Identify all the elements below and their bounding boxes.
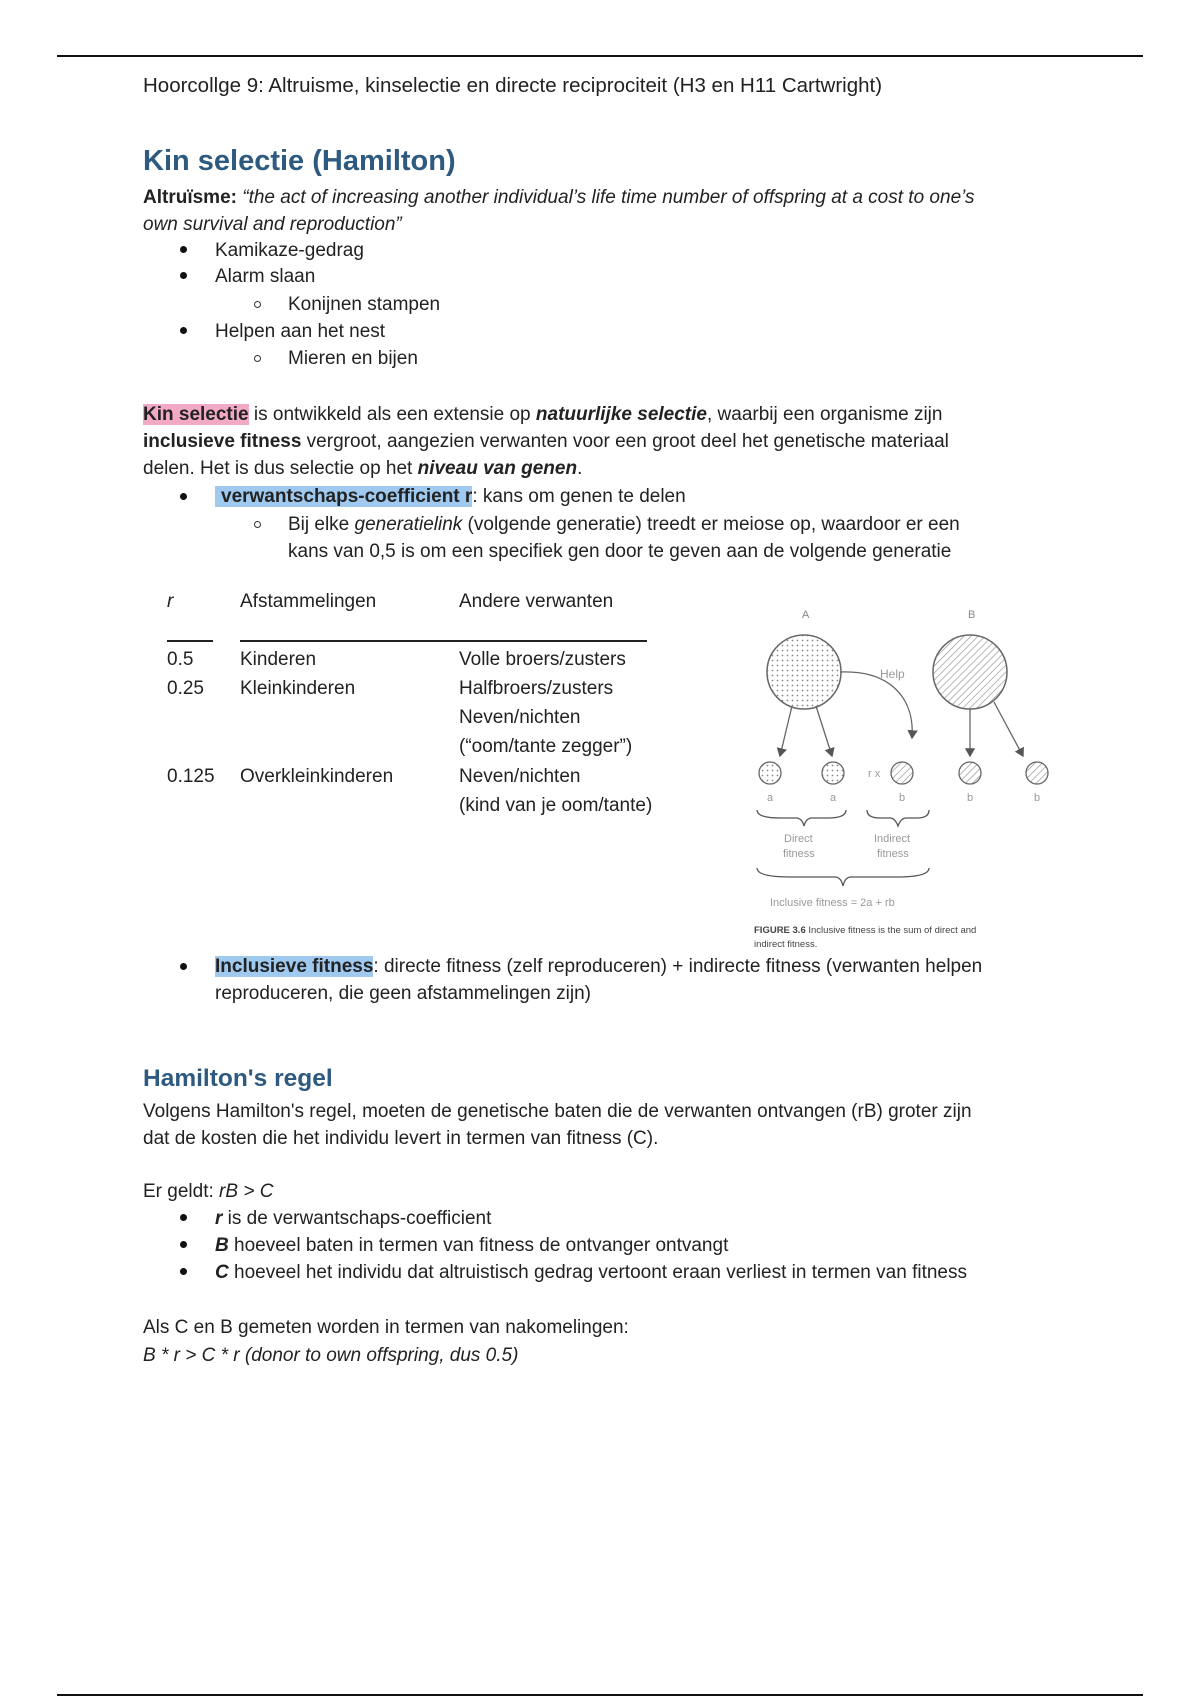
kin-selection-term: Kin selectie xyxy=(143,404,249,425)
footer-rule xyxy=(57,1694,1143,1696)
offspring-measure-line: Als C en B gemeten worden in termen van nakomelingen: xyxy=(143,1317,629,1338)
table-underline xyxy=(167,640,213,642)
offspring-b-circle xyxy=(891,762,913,784)
list-item: B hoeveel baten in termen van fitness de ontvanger ontvangt xyxy=(215,1235,729,1256)
hamilton-paragraph: Volgens Hamilton's regel, moeten de genetische baten die de verwanten ontvangen (rB) groter zijn dat de kosten die het individu levert in termen van fitness (C). xyxy=(143,1101,972,1149)
bullet-dot xyxy=(180,246,187,253)
section-heading-hamilton-rule: Hamilton's regel xyxy=(143,1065,333,1092)
altruism-label: Altruïsme: xyxy=(143,187,237,208)
inclusive-fitness-term: Inclusieve fitness xyxy=(215,956,374,977)
inclusive-fitness-bullet: Inclusieve fitness: directe fitness (zelf reproduceren) + indirecte fitness (verwanten helpen reproduceren, die geen afstammelingen zijn) xyxy=(215,956,983,1004)
inclusive-formula: Inclusive fitness = 2a + rb xyxy=(770,897,895,909)
help-arrow xyxy=(840,672,912,738)
sub-bullet-circle xyxy=(254,301,261,308)
altruism-quote-line1: “the act of increasing another individual’s life time number of offspring at a cost to one’s xyxy=(242,187,975,208)
relatedness-term: verwantschaps-coefficient r xyxy=(215,486,472,507)
table-header-other-relatives: Andere verwanten xyxy=(459,591,614,612)
section-heading-kin-selection: Kin selectie (Hamilton) xyxy=(143,145,456,177)
arrow-b-child xyxy=(994,702,1023,756)
list-item: Kamikaze-gedrag xyxy=(215,240,364,261)
hamilton-rule-line: Er geldt: rB > C xyxy=(143,1181,274,1202)
individual-a-circle xyxy=(767,635,841,709)
figure-caption-line2: indirect fitness. xyxy=(754,939,818,950)
meiosis-note: Bij elke generatielink (volgende generatie) treedt er meiose op, waardoor er een kans van 0,5 is om een specifiek gen door te geven aan de volgende generatie xyxy=(288,514,960,562)
altruism-quote-line2: own survival and reproduction” xyxy=(143,214,402,235)
bullet-dot xyxy=(180,493,187,500)
child-label: a xyxy=(830,792,837,804)
list-item: Alarm slaan xyxy=(215,266,316,287)
table-cell-r: 0.25 xyxy=(167,678,204,699)
table-cell-other: Neven/nichten xyxy=(459,707,581,728)
list-item: Konijnen stampen xyxy=(288,294,441,315)
table-header-descendants: Afstammelingen xyxy=(240,591,377,612)
table-cell-desc: Kinderen xyxy=(240,649,317,670)
direct-brace xyxy=(757,810,846,826)
offspring-b-circle xyxy=(959,762,981,784)
offspring-a-circle xyxy=(822,762,844,784)
inclusive-brace xyxy=(757,868,929,886)
help-label: Help xyxy=(880,667,905,681)
rx-label: r x xyxy=(868,768,881,780)
table-cell-other: Volle broers/zusters xyxy=(459,649,626,670)
direct-fitness-label: Direct xyxy=(784,833,813,845)
list-item: Mieren en bijen xyxy=(288,348,418,369)
individual-b-circle xyxy=(933,635,1007,709)
bullet-dot xyxy=(180,1268,187,1275)
offspring-formula: B * r > C * r (donor to own offspring, dus 0.5) xyxy=(143,1345,519,1366)
table-cell-other: (kind van je oom/tante) xyxy=(459,795,653,816)
figure-label-b: B xyxy=(968,609,976,621)
inclusive-fitness-figure xyxy=(740,598,1070,958)
offspring-a-circle xyxy=(759,762,781,784)
bullet-dot xyxy=(180,272,187,279)
indirect-brace xyxy=(867,810,929,826)
list-item: Helpen aan het nest xyxy=(215,321,386,342)
table-cell-desc: Kleinkinderen xyxy=(240,678,356,699)
sub-bullet-circle xyxy=(254,521,261,528)
child-label: b xyxy=(1034,792,1041,804)
child-label: a xyxy=(767,792,774,804)
table-underline xyxy=(240,640,647,642)
direct-fitness-label: fitness xyxy=(783,848,815,860)
bullet-dot xyxy=(180,1241,187,1248)
page-header: Hoorcollge 9: Altruisme, kinselectie en directe reciprociteit (H3 en H11 Cartwright) xyxy=(143,74,883,97)
table-cell-other: (“oom/tante zegger”) xyxy=(459,736,633,757)
indirect-fitness-label: fitness xyxy=(877,848,909,860)
bullet-dot xyxy=(180,327,187,334)
table-cell-other: Neven/nichten xyxy=(459,766,581,787)
bullet-dot xyxy=(180,963,187,970)
header-rule xyxy=(57,55,1143,57)
table-cell-other: Halfbroers/zusters xyxy=(459,678,614,699)
list-item: r is de verwantschaps-coefficient xyxy=(215,1208,492,1229)
list-item: C hoeveel het individu dat altruistisch gedrag vertoont eraan verliest in termen van fitness xyxy=(215,1262,967,1283)
relatedness-bullet: verwantschaps-coefficient r: kans om genen te delen xyxy=(215,483,686,510)
indirect-fitness-label: Indirect xyxy=(874,833,911,845)
altruism-definition xyxy=(143,184,1063,238)
table-cell-r: 0.5 xyxy=(167,649,194,670)
arrow-a-child xyxy=(816,706,832,756)
child-label: b xyxy=(899,792,906,804)
table-cell-r: 0.125 xyxy=(167,766,215,787)
sub-bullet-circle xyxy=(254,355,261,362)
child-label: b xyxy=(967,792,974,804)
table-cell-desc: Overkleinkinderen xyxy=(240,766,394,787)
arrow-a-child xyxy=(780,706,792,756)
figure-caption: FIGURE 3.6 Inclusive fitness is the sum of direct and xyxy=(754,925,977,936)
bullet-dot xyxy=(180,1214,187,1221)
kin-selection-paragraph: Kin selectie is ontwikkeld als een extensie op natuurlijke selectie, waarbij een organisme zijn inclusieve fitness vergroot, aangezien verwanten voor een groot deel het genetische materiaal delen. Het is dus selectie op het niveau van genen. xyxy=(143,404,949,479)
table-header-r: r xyxy=(167,591,174,612)
figure-label-a: A xyxy=(802,609,810,621)
offspring-b-circle xyxy=(1026,762,1048,784)
